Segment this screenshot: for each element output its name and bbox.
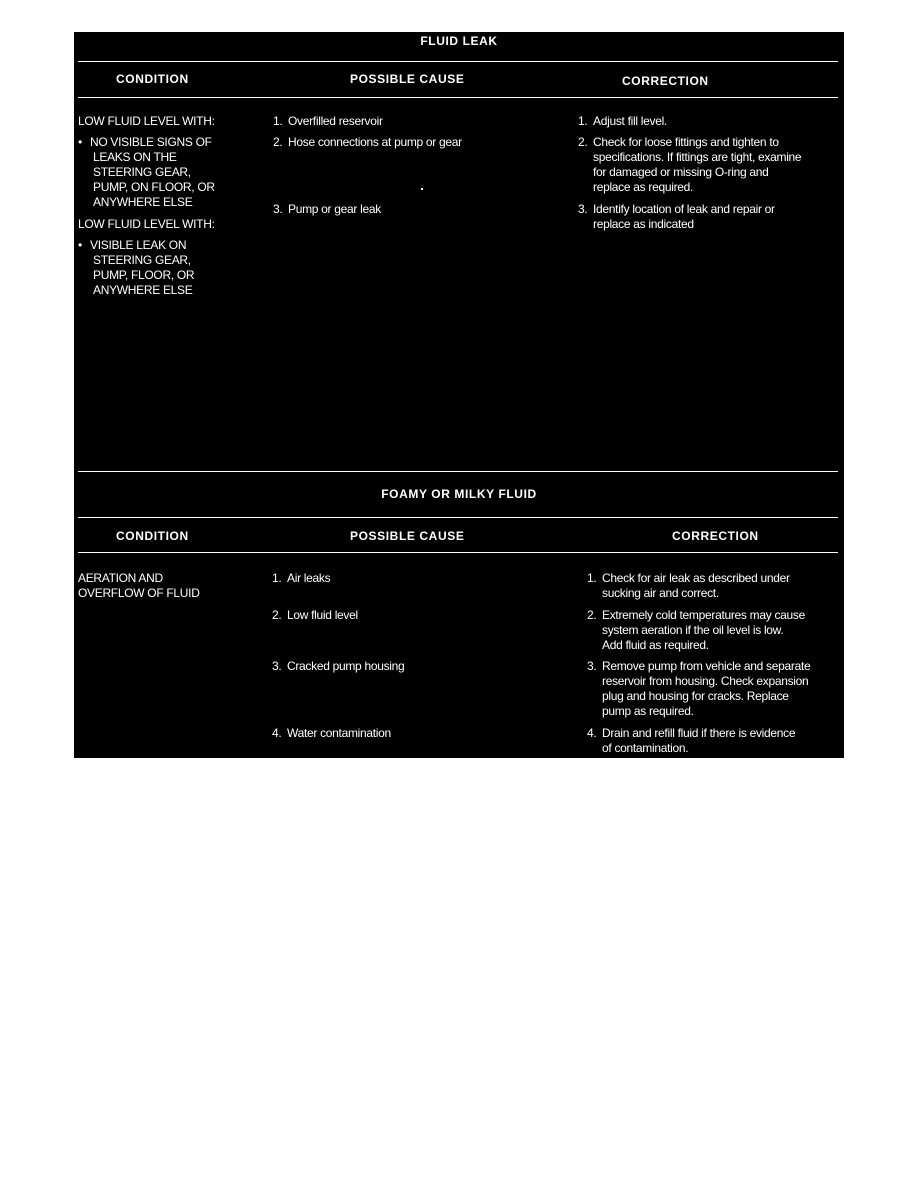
condition-item: AERATION AND OVERFLOW OF FLUID xyxy=(78,571,200,600)
header-condition: CONDITION xyxy=(116,72,189,86)
section-title-foamy-fluid: FOAMY OR MILKY FLUID xyxy=(381,487,537,501)
correction-item: 3. Remove pump from vehicle and separate reservoir from housing. Check expansion plug and housing for cracks. Replace pump as required. xyxy=(587,659,811,718)
header-possible-cause: POSSIBLE CAUSE xyxy=(350,72,465,86)
divider xyxy=(78,471,838,472)
cause-item: 1. Overfilled reservoir xyxy=(273,114,383,128)
correction-item: 4. Drain and refill fluid if there is evidence of contamination. xyxy=(587,726,796,755)
correction-item: 1. Adjust fill level. xyxy=(578,114,667,128)
correction-item: 2. Extremely cold temperatures may cause system aeration if the oil level is low. Add fluid as required. xyxy=(587,608,805,652)
condition-item: • NO VISIBLE SIGNS OF LEAKS ON THE STEERING GEAR, PUMP, ON FLOOR, OR ANYWHERE ELSE xyxy=(78,135,215,209)
condition-item: • VISIBLE LEAK ON STEERING GEAR, PUMP, FLOOR, OR ANYWHERE ELSE xyxy=(78,238,195,297)
cause-item: 1. Air leaks xyxy=(272,571,331,585)
correction-item: 2. Check for loose fittings and tighten to specifications. If fittings are tight, examine for damaged or missing O-ring and replace as required. xyxy=(578,135,802,194)
bullet-icon: • xyxy=(78,135,82,149)
bullet-icon: • xyxy=(78,238,82,252)
cause-item: 2. Low fluid level xyxy=(272,608,358,622)
header-correction: CORRECTION xyxy=(622,74,709,88)
divider xyxy=(78,97,838,98)
condition-heading: LOW FLUID LEVEL WITH: xyxy=(78,114,215,128)
correction-item: 3. Identify location of leak and repair or replace as indicated xyxy=(578,202,775,231)
section-title-fluid-leak: FLUID LEAK xyxy=(420,34,498,48)
cause-item: 3. Cracked pump housing xyxy=(272,659,405,673)
scan-speck xyxy=(421,188,423,190)
header-correction: CORRECTION xyxy=(672,529,759,543)
cause-item: 3. Pump or gear leak xyxy=(273,202,381,216)
condition-heading: LOW FLUID LEVEL WITH: xyxy=(78,217,215,231)
correction-item: 1. Check for air leak as described under sucking air and correct. xyxy=(587,571,790,600)
divider xyxy=(78,61,838,62)
header-possible-cause: POSSIBLE CAUSE xyxy=(350,529,465,543)
divider xyxy=(78,517,838,518)
header-condition: CONDITION xyxy=(116,529,189,543)
cause-item: 2. Hose connections at pump or gear xyxy=(273,135,462,149)
divider xyxy=(78,552,838,553)
diagnosis-table xyxy=(74,32,844,758)
cause-item: 4. Water contamination xyxy=(272,726,391,740)
